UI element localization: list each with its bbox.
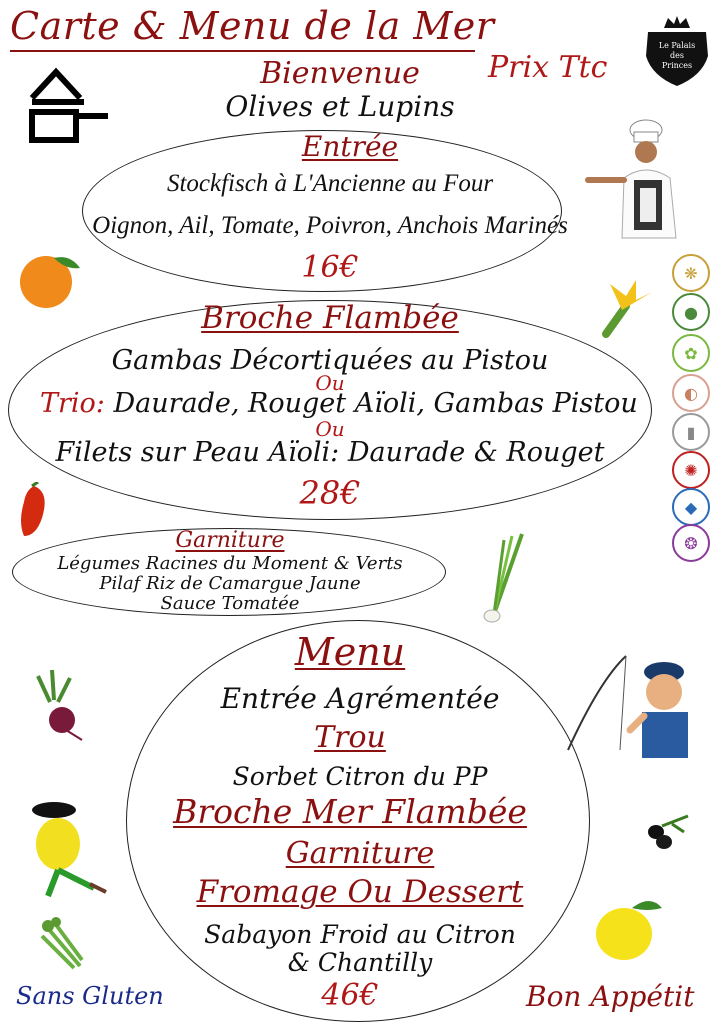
celery-icon: ✿ (672, 334, 710, 372)
svg-text:Princes: Princes (661, 61, 693, 70)
red-pepper-illustration (16, 482, 50, 538)
broche-line3: Filets sur Peau Aïoli: Daurade & Rouget (55, 437, 605, 468)
menu-price: 46€ (321, 978, 379, 1013)
page-title: Carte & Menu de la Mer (10, 4, 495, 48)
svg-text:Le Palais: Le Palais (658, 41, 696, 50)
broche-trio (40, 388, 638, 419)
title-underline (10, 50, 475, 52)
wheat-icon: ❋ (672, 254, 710, 292)
fait-maison-icon (26, 66, 110, 146)
prix-ttc-label: Prix Ttc (488, 50, 608, 85)
mollusc-icon: ❂ (672, 524, 710, 562)
bon-appetit-label: Bon Appétit (526, 980, 695, 1013)
menu-chantilly: & Chantilly (287, 948, 433, 977)
bienvenue-title: Bienvenue (260, 56, 420, 91)
menu-garniture: Garniture (285, 836, 435, 871)
zucchini-flower-illustration (596, 276, 656, 340)
broche-ou1: Ou (315, 371, 345, 395)
entree-line1: Stockfisch à L'Ancienne au Four (166, 170, 494, 197)
palais-des-princes-logo (642, 14, 712, 88)
sans-gluten-label: Sans Gluten (16, 982, 164, 1010)
garniture-line3: Sauce Tomatée (160, 593, 300, 614)
broche-line1: Gambas Décortiquées au Pistou (111, 345, 549, 376)
menu-sabayon: Sabayon Froid au Citron (204, 920, 516, 949)
celery-illustration (38, 916, 88, 970)
fisherman-illustration (560, 650, 700, 760)
entree-title: Entrée (301, 130, 399, 163)
spring-onion-illustration (474, 530, 530, 624)
menu-broche: Broche Mer Flambée (173, 792, 527, 831)
egg-icon: ◐ (672, 374, 710, 412)
fish-icon: ◆ (672, 488, 710, 526)
olives-illustration (642, 812, 694, 852)
orange-illustration (18, 250, 82, 310)
menu-entree: Entrée Agrémentée (220, 682, 500, 715)
garniture-title: Garniture (175, 528, 285, 553)
menu-sorbet: Sorbet Citron du PP (232, 762, 488, 791)
menu-title: Menu (294, 630, 406, 674)
menu-trou: Trou (314, 720, 386, 755)
garniture-line1: Légumes Racines du Moment & Verts (57, 553, 403, 574)
lemon-illustration (592, 894, 664, 964)
lemon-character-illustration (28, 796, 112, 908)
trio-label: Trio: (40, 388, 105, 419)
broche-price: 28€ (299, 474, 361, 512)
nuts-icon: ● (672, 293, 710, 331)
milk-icon: ▮ (672, 413, 710, 451)
crab-icon: ✺ (672, 451, 710, 489)
beet-illustration (30, 668, 86, 742)
trio-text: Daurade, Rouget Aïoli, Gambas Pistou (104, 388, 638, 419)
svg-text:des: des (670, 51, 684, 60)
menu-fromage: Fromage Ou Dessert (196, 874, 524, 910)
broche-title: Broche Flambée (201, 300, 459, 336)
broche-ou2: Ou (315, 417, 345, 441)
bienvenue-item: Olives et Lupins (225, 90, 455, 123)
entree-line2: Oignon, Ail, Tomate, Poivron, Anchois Marinés (92, 212, 568, 239)
garniture-line2: Pilaf Riz de Camargue Jaune (99, 573, 361, 594)
chef-illustration (584, 118, 694, 242)
entree-price: 16€ (301, 250, 359, 285)
